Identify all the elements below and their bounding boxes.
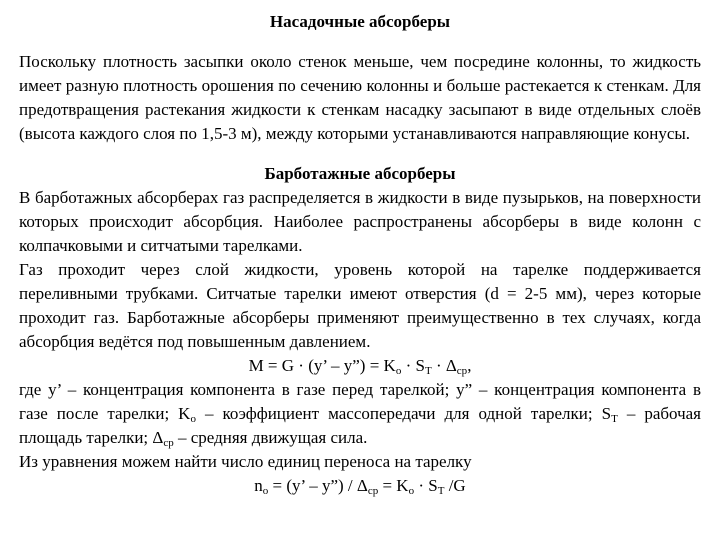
paragraph-bubbling-intro: В барботажных абсорберах газ распределяется в жидкости в виде пузырьков, на поверхности которых происходит абсорбция. Наиболее распространены абсорберы в виде колонн с колпачковыми и ситчатыми тарелками. <box>19 188 701 255</box>
formula-mass-transfer: M = G · (y’ – y”) = $K_o \cdot S_T \cdot \Delta_{cp}$, <box>248 356 472 377</box>
paragraph-gas-flow: Газ проходит через слой жидкости, уровень которой на тарелке поддерживается переливными трубками. Ситчатые тарелки имеют отверстия (d = 2-5 мм), через которые проходит газ. Барботажные абсорберы применяют преимущественно в тех случаях, когда абсорбция ведётся под повышенным давлением. <box>19 260 701 351</box>
paragraph-formula-legend: где y’ – концентрация компонента в газе перед тарелкой; y” – концентрация компонента в газе после тарелки; $K_o$ – коэффициент массопередачи для одной тарелки; $S_T$ – рабочая площадь тарелки; $\Delta_{cp}$ – средняя движущая сила. <box>19 380 701 449</box>
section-heading-packed-absorbers: Насадочные абсорберы <box>269 12 451 31</box>
paragraph-transfer-units: Из уравнения можем найти число единиц переноса на тарелку <box>19 452 472 471</box>
formula-transfer-units: $n_o = (y$’ – y”) / $\Delta_{cp} = K_o \cdot S_T$ /G <box>254 476 466 497</box>
section-heading-bubbling-absorbers: Барботажные абсорберы <box>264 164 456 183</box>
paragraph-packed-absorbers: Поскольку плотность засыпки около стенок меньше, чем посредине колонны, то жидкость имеет разную плотность орошения по сечению колонны и больше растекается к стенкам. Для предотвращения растекания жидкости к стенкам насадку засыпают в виде отдельных слоёв (высота каждого слоя по 1,5-3 м), между которыми устанавливаются направляющие конусы. <box>19 52 701 143</box>
